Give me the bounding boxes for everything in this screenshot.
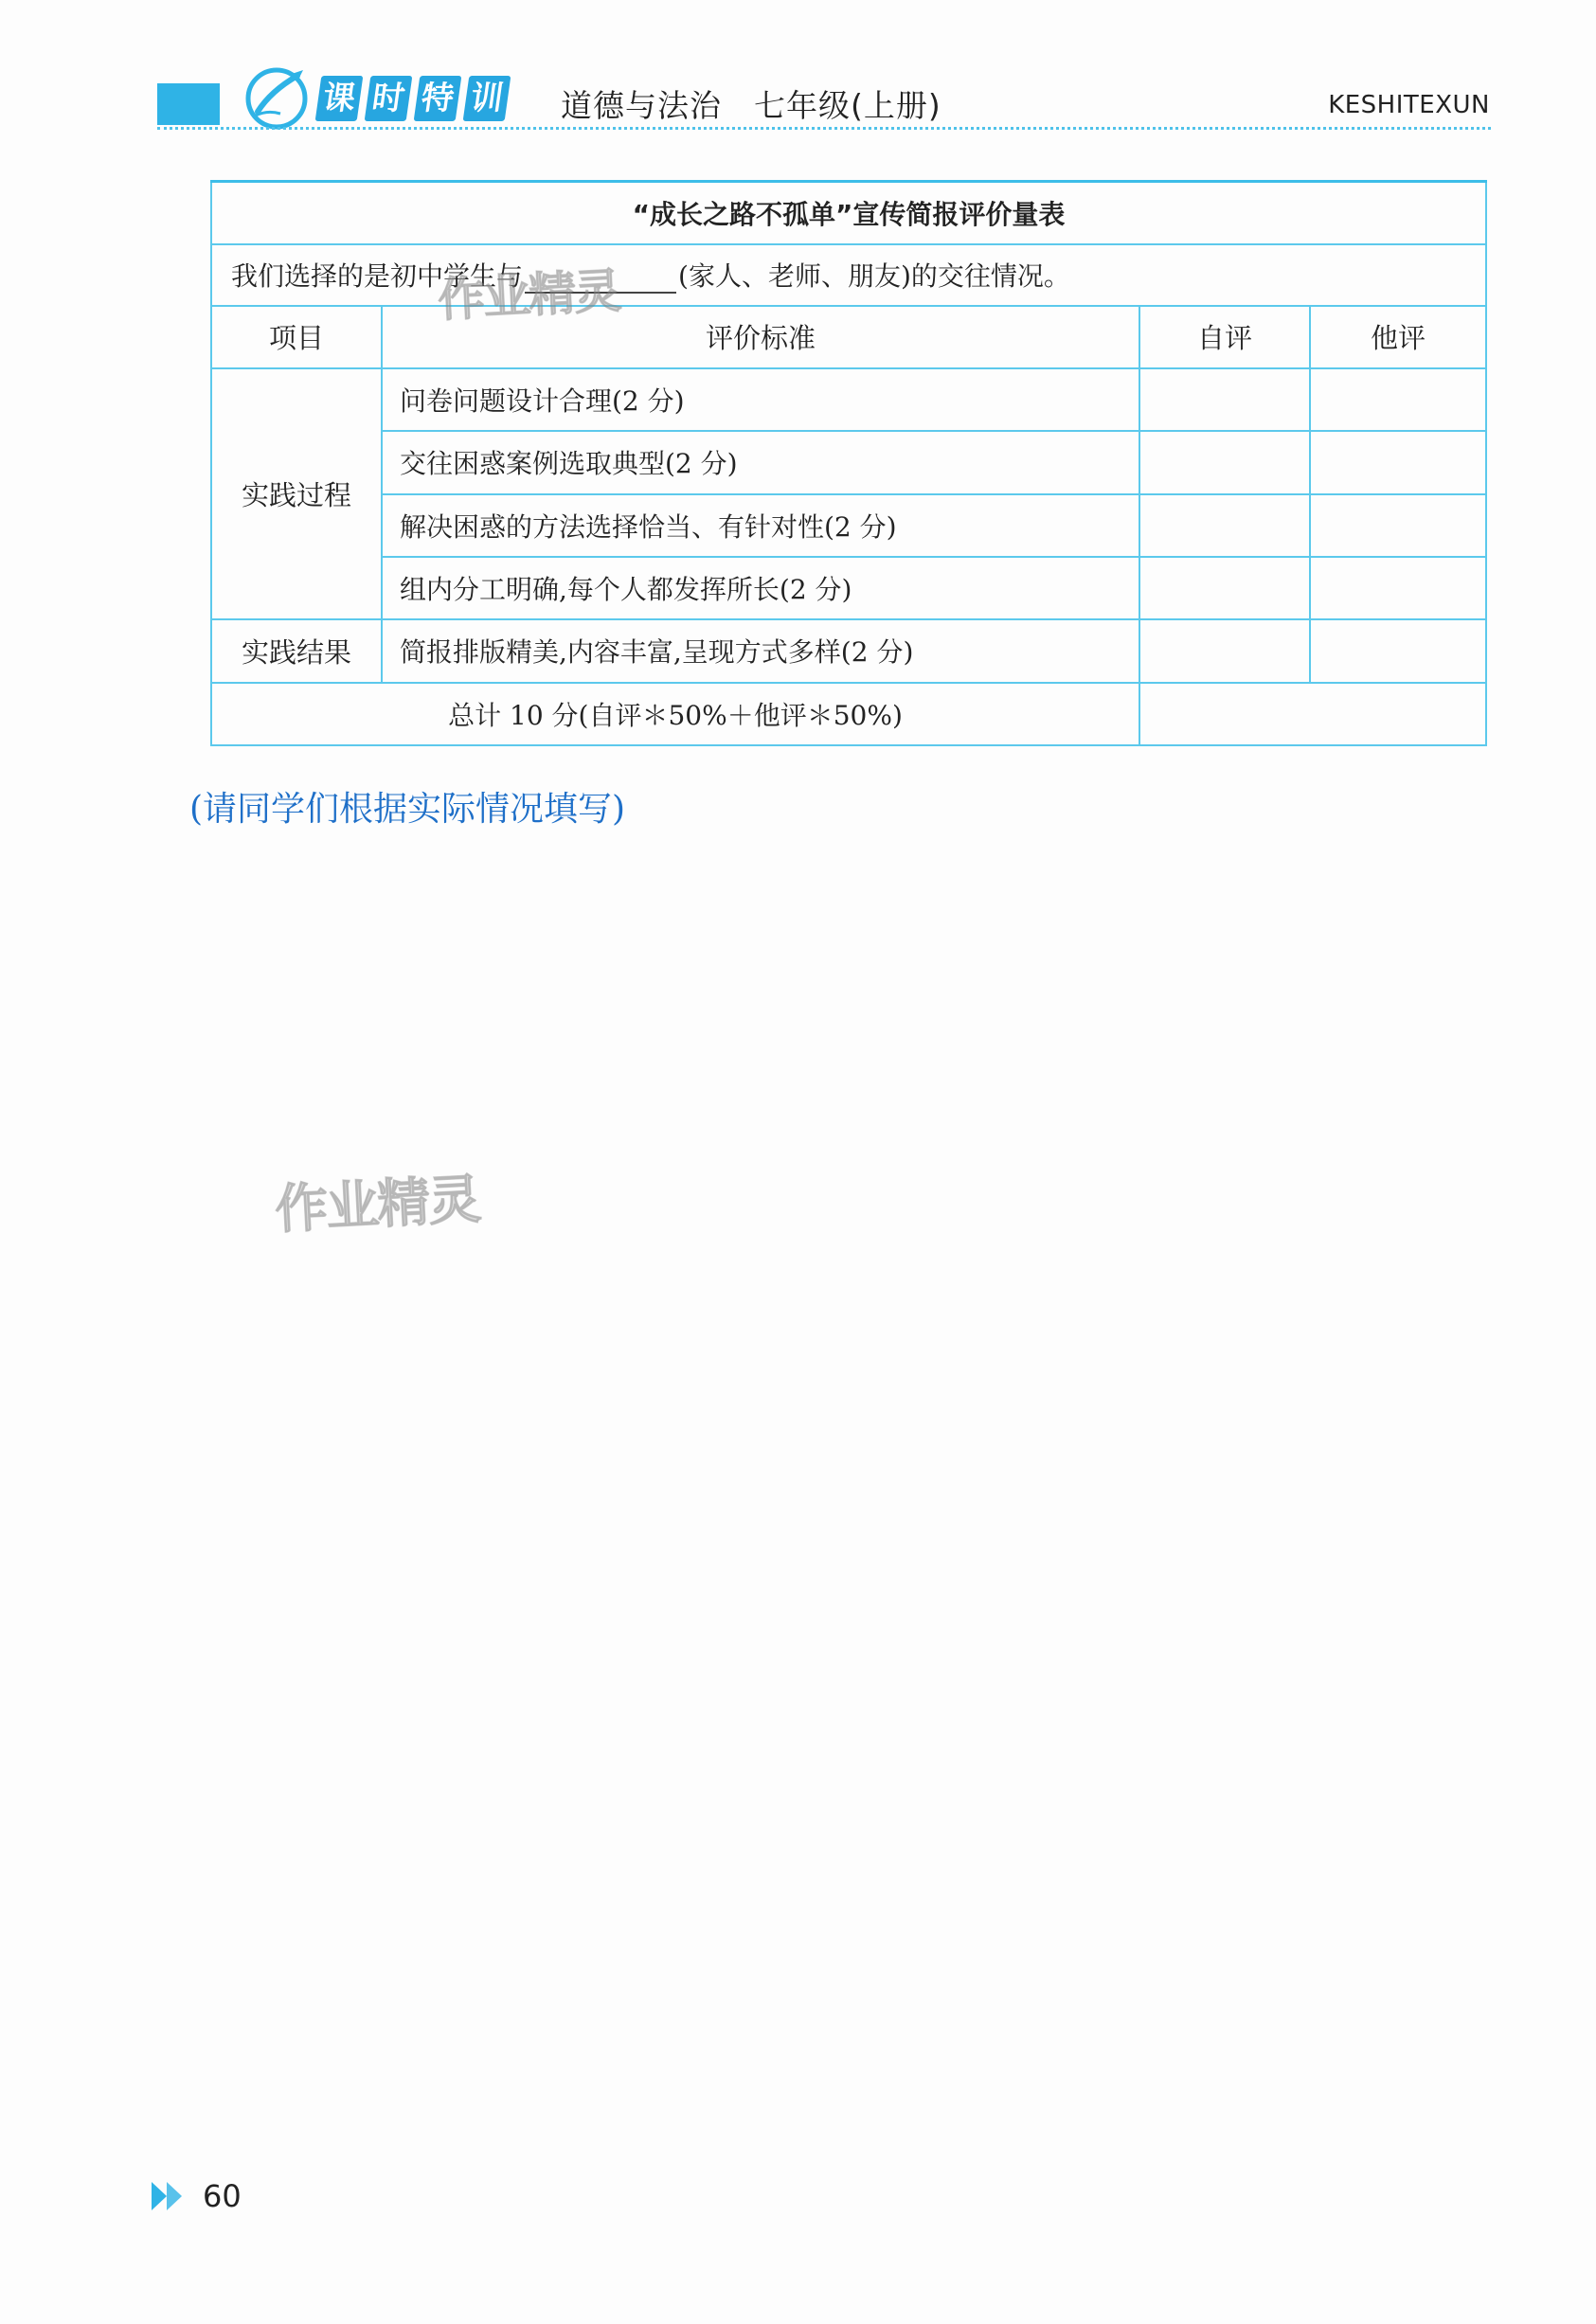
- self-score-cell[interactable]: [1139, 431, 1310, 493]
- criterion: 简报排版精美,内容丰富,呈现方式多样(2 分): [382, 619, 1139, 682]
- series-badge: 课: [315, 76, 364, 121]
- total-score-cell[interactable]: [1139, 683, 1486, 745]
- criterion: 解决困惑的方法选择恰当、有针对性(2 分): [382, 494, 1139, 557]
- column-header-peer: 他评: [1310, 306, 1486, 368]
- table-title: “成长之路不孤单”宣传简报评价量表: [211, 182, 1486, 245]
- self-score-cell[interactable]: [1139, 619, 1310, 682]
- series-title-badges: [318, 76, 508, 121]
- intro-prefix: 我们选择的是初中学生与: [231, 260, 524, 293]
- brand-pinyin: KESHITEXUN: [1328, 91, 1490, 119]
- evaluation-table: [210, 180, 1487, 746]
- peer-score-cell[interactable]: [1310, 619, 1486, 682]
- table-row: [211, 431, 1486, 493]
- category-result: 实践结果: [211, 619, 382, 682]
- category-process: 实践过程: [211, 368, 382, 619]
- double-chevron-right-icon: [150, 2180, 188, 2212]
- column-header-item: 项目: [211, 306, 382, 368]
- total-formula: 总计 10 分(自评＊50%＋他评＊50%): [211, 683, 1139, 745]
- intro-suffix: (家人、老师、朋友)的交往情况。: [678, 260, 1070, 293]
- column-header-criteria: 评价标准: [382, 306, 1139, 368]
- criterion: 组内分工明确,每个人都发挥所长(2 分): [382, 557, 1139, 619]
- series-badge: 特: [414, 76, 462, 121]
- criterion: 问卷问题设计合理(2 分): [382, 368, 1139, 431]
- header-divider: [157, 127, 1491, 130]
- watermark: 作业精灵: [273, 1169, 481, 1242]
- self-score-cell[interactable]: [1139, 557, 1310, 619]
- table-header-row: [211, 306, 1486, 368]
- peer-score-cell[interactable]: [1310, 431, 1486, 493]
- self-score-cell[interactable]: [1139, 494, 1310, 557]
- subject-title: 道德与法治 七年级(上册): [561, 87, 941, 124]
- table-row: [211, 494, 1486, 557]
- peer-score-cell[interactable]: [1310, 494, 1486, 557]
- table-intro: [211, 244, 1486, 305]
- pen-logo-icon: [239, 63, 314, 133]
- column-header-self: 自评: [1139, 306, 1310, 368]
- table-row: [211, 557, 1486, 619]
- header-color-block: [157, 83, 220, 125]
- table-row: [211, 619, 1486, 682]
- criterion: 交往困惑案例选取典型(2 分): [382, 431, 1139, 493]
- watermark: 作业精灵: [436, 263, 621, 328]
- fill-in-note: (请同学们根据实际情况填写): [189, 790, 626, 829]
- series-badge: 训: [463, 76, 511, 121]
- page-number: 60: [203, 2178, 242, 2214]
- table-total-row: [211, 683, 1486, 745]
- series-badge: 时: [365, 76, 413, 121]
- table-row: [211, 368, 1486, 431]
- peer-score-cell[interactable]: [1310, 368, 1486, 431]
- self-score-cell[interactable]: [1139, 368, 1310, 431]
- peer-score-cell[interactable]: [1310, 557, 1486, 619]
- table-title-row: [211, 182, 1486, 245]
- table-intro-row: [211, 244, 1486, 305]
